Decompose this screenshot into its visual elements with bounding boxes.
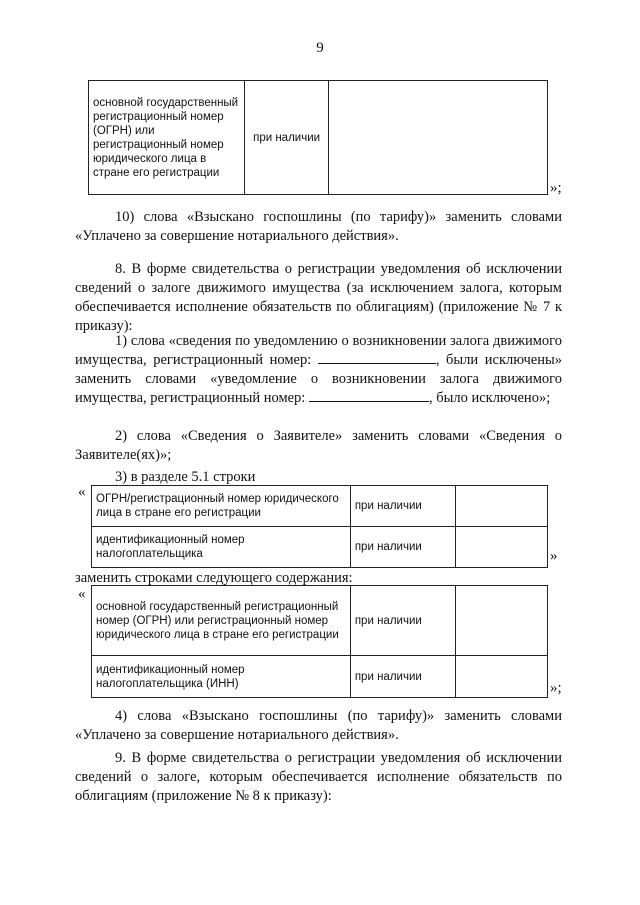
table-cell-empty	[455, 486, 547, 527]
paragraph-text: 8. В форме свидетельства о регистрации уведомления об исключении сведений о залоге движимого имущества (за исключением залога, которым обеспечивается исполнение обязательств по облигациям) (приложение № 7 к приказу):	[75, 261, 562, 334]
table-cell-label: основной государственный регистрационный номер (ОГРН) или регистрационный номер юридического лица в стране его регистрации	[92, 586, 351, 656]
paragraph-item-8-4	[75, 707, 562, 745]
table-cell-empty	[455, 527, 547, 568]
table-rows-replacement	[91, 585, 548, 698]
paragraph-item-8-1	[75, 332, 562, 408]
closing-quote-3: »;	[550, 680, 562, 696]
page-number: 9	[316, 40, 324, 56]
paragraph-text: 10) слова «Взыскано госпошлины (по тарифу)» заменить словами «Уплачено за совершение нотариального действия».	[75, 209, 562, 244]
paragraph-text: , было исключено»;	[428, 390, 551, 406]
opening-quote-3: «	[78, 586, 86, 602]
table-row	[89, 81, 548, 195]
table-cell-empty	[455, 586, 547, 656]
closing-quote-2: »	[550, 548, 558, 564]
table-row	[92, 586, 548, 656]
closing-quote-1: »;	[550, 180, 562, 196]
table-cell-condition: при наличии	[350, 527, 455, 568]
table-cell-condition: при наличии	[350, 486, 455, 527]
paragraph-text: 9. В форме свидетельства о регистрации уведомления об исключении сведений о залоге, которым обеспечивается исполнение обязательств по облигациям (приложение № 8 к приказу):	[75, 750, 562, 804]
table-cell-label: идентификационный номер налогоплательщика (ИНН)	[92, 656, 351, 698]
table-cell-label: основной государственный регистрационный номер (ОГРН) или регистрационный номер юридического лица в стране его регистрации	[89, 81, 245, 195]
table-row	[92, 656, 548, 698]
table-cell-label: идентификационный номер налогоплательщика	[92, 527, 351, 568]
paragraph-text: , были исключены» заменить словами «уведомление о возникновении залога движимого имущества, регистрационный номер:	[75, 352, 562, 406]
paragraph-item-10	[75, 208, 562, 246]
table-ogrn-continuation	[88, 80, 548, 195]
table-cell-condition: при наличии	[350, 656, 455, 698]
paragraph-text: 4) слова «Взыскано госпошлины (по тарифу)» заменить словами «Уплачено за совершение нотариального действия».	[75, 708, 562, 743]
table-rows-original	[91, 485, 548, 568]
paragraph-text: 2) слова «Сведения о Заявителе» заменить словами «Сведения о Заявителе(ях)»;	[75, 428, 562, 463]
opening-quote-2: «	[78, 484, 86, 500]
paragraph-text: 3) в разделе 5.1 строки	[115, 469, 256, 485]
table-cell-empty	[455, 656, 547, 698]
paragraph-item-8-2	[75, 427, 562, 465]
paragraph-text: заменить строками следующего содержания:	[75, 570, 353, 586]
table-cell-condition: при наличии	[350, 586, 455, 656]
table-row	[92, 527, 548, 568]
table-cell-empty	[329, 81, 548, 195]
blank-line	[318, 351, 436, 364]
paragraph-item-8	[75, 260, 562, 336]
table-cell-label: ОГРН/регистрационный номер юридического лица в стране его регистрации	[92, 486, 351, 527]
table-row	[92, 486, 548, 527]
blank-line	[309, 389, 429, 402]
paragraph-text: 1) слова «сведения по уведомлению о возникновении залога движимого имущества, регистрационный номер:	[75, 333, 562, 368]
paragraph-item-9	[75, 749, 562, 806]
table-cell-condition: при наличии	[244, 81, 328, 195]
